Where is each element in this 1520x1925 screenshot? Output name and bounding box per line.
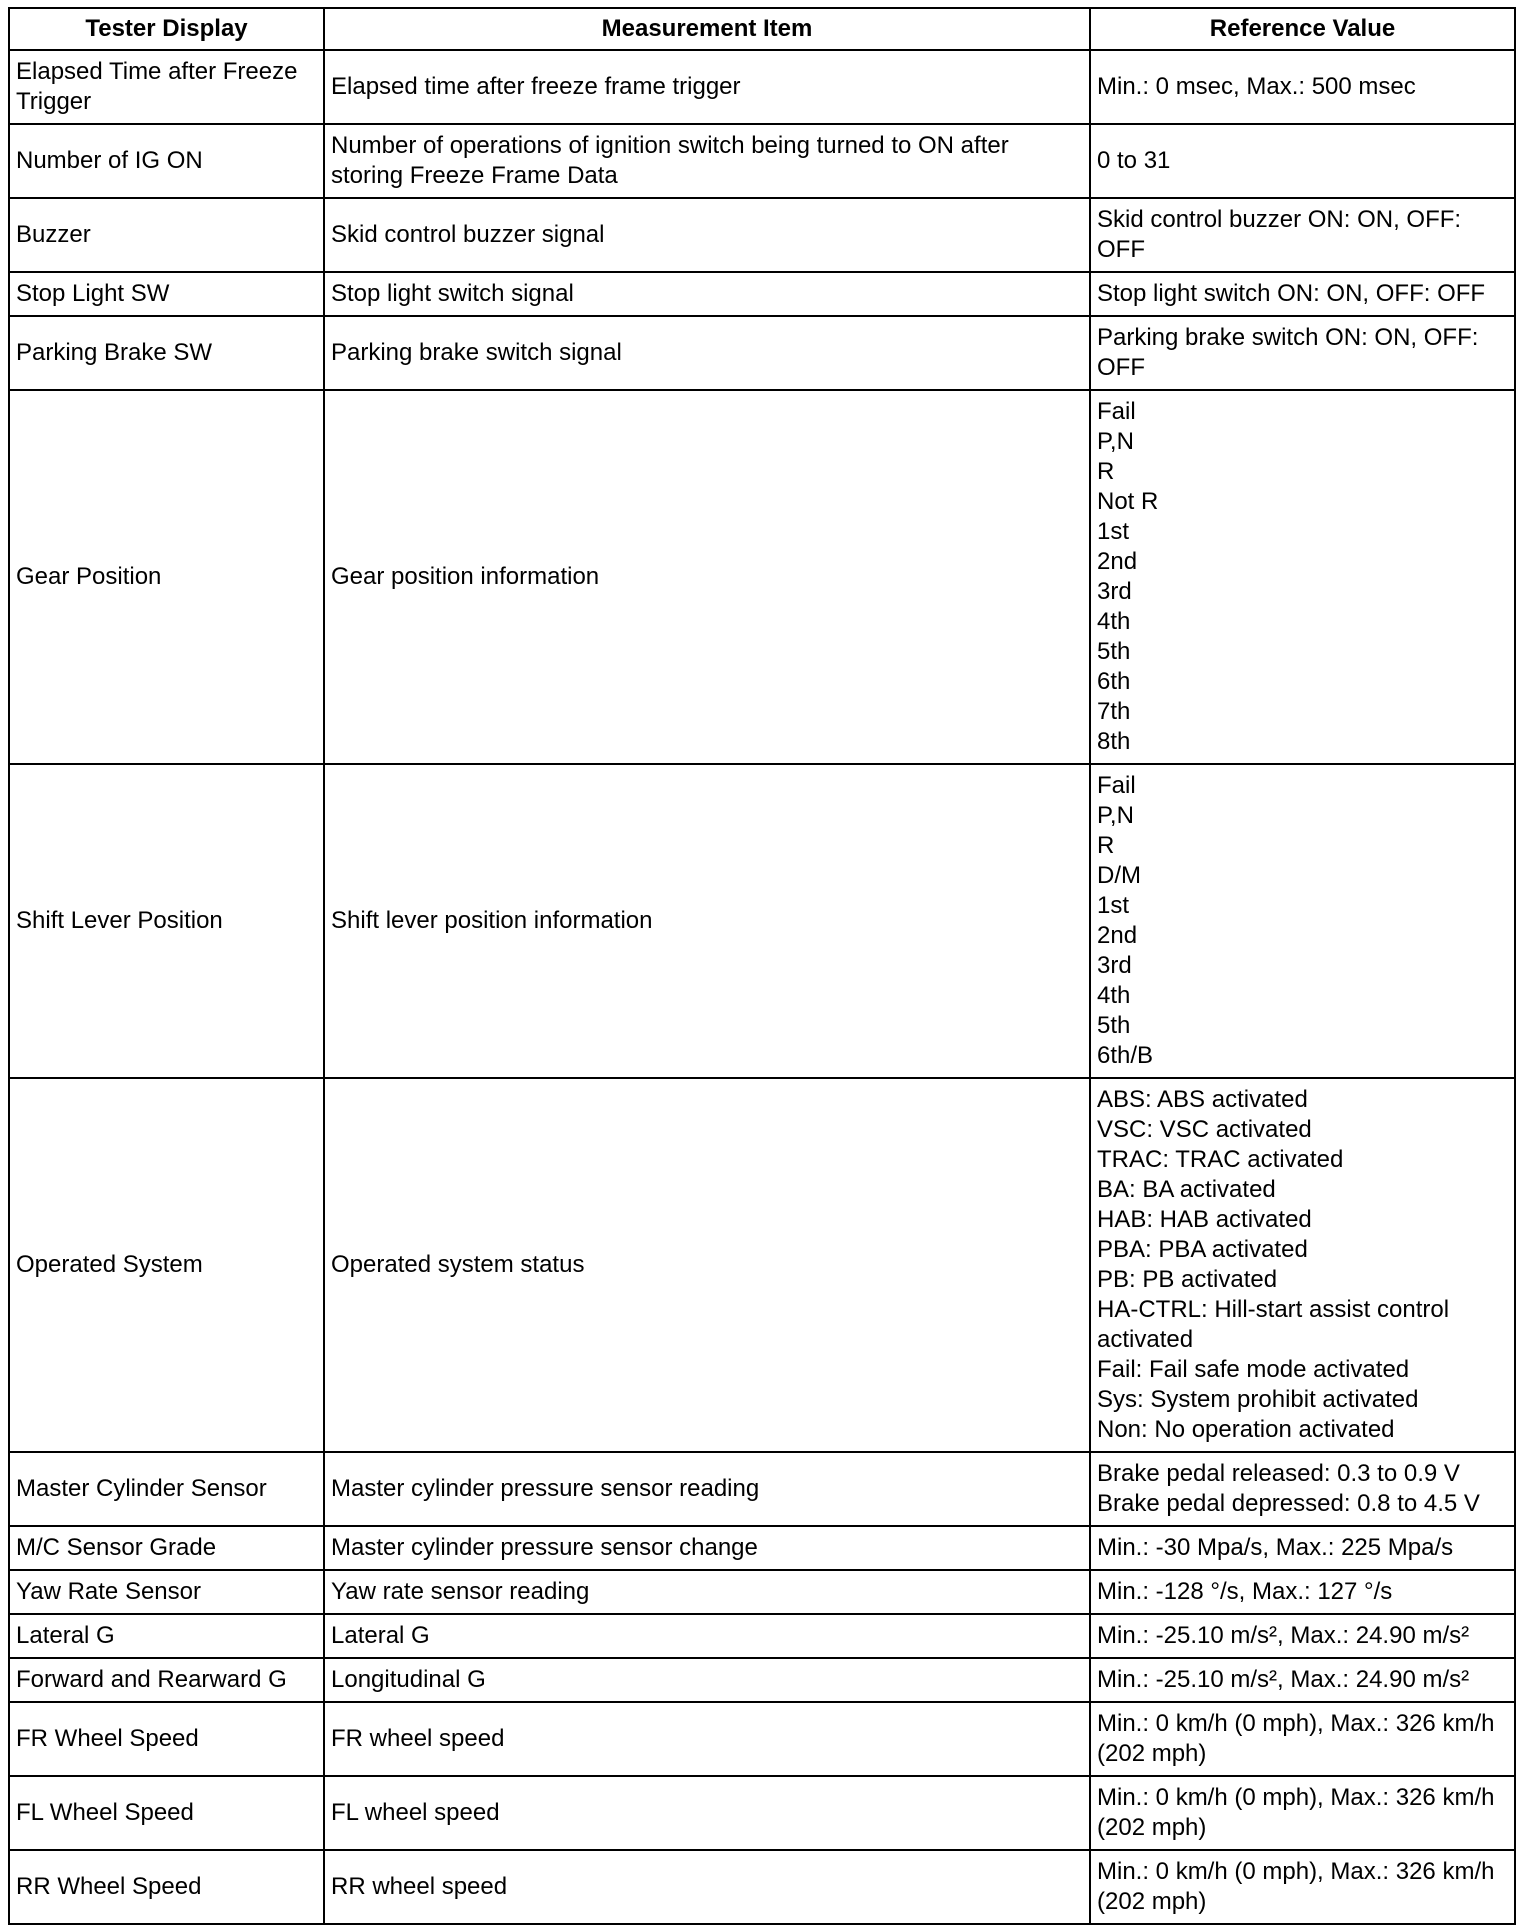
cell-measurement-item: RR wheel speed [324, 1850, 1090, 1924]
header-measurement-item: Measurement Item [324, 8, 1090, 50]
table-row [9, 1570, 1515, 1614]
cell-reference-value: Min.: 0 km/h (0 mph), Max.: 326 km/h (202 mph) [1090, 1702, 1515, 1776]
cell-measurement-item: Yaw rate sensor reading [324, 1570, 1090, 1614]
cell-tester-display: Operated System [9, 1078, 324, 1452]
cell-measurement-item: Operated system status [324, 1078, 1090, 1452]
cell-reference-value: Min.: -25.10 m/s², Max.: 24.90 m/s² [1090, 1658, 1515, 1702]
cell-measurement-item: Gear position information [324, 390, 1090, 764]
table-row [9, 764, 1515, 1078]
cell-measurement-item: Master cylinder pressure sensor change [324, 1526, 1090, 1570]
cell-reference-value: Brake pedal released: 0.3 to 0.9 V Brake pedal depressed: 0.8 to 4.5 V [1090, 1452, 1515, 1526]
cell-reference-value: Min.: 0 km/h (0 mph), Max.: 326 km/h (202 mph) [1090, 1850, 1515, 1924]
cell-reference-value: Parking brake switch ON: ON, OFF: OFF [1090, 316, 1515, 390]
cell-reference-value: ABS: ABS activated VSC: VSC activated TRAC: TRAC activated BA: BA activated HAB: HAB activated PBA: PBA activated PB: PB activated HA-CTRL: Hill-start assist control activated Fail: Fail safe mode activated Sys: System prohibit activated Non: No operation activated [1090, 1078, 1515, 1452]
cell-tester-display: Forward and Rearward G [9, 1658, 324, 1702]
cell-reference-value: Min.: 0 km/h (0 mph), Max.: 326 km/h (202 mph) [1090, 1776, 1515, 1850]
cell-tester-display: Elapsed Time after Freeze Trigger [9, 50, 324, 124]
cell-reference-value: Min.: -128 °/s, Max.: 127 °/s [1090, 1570, 1515, 1614]
cell-measurement-item: Parking brake switch signal [324, 316, 1090, 390]
table-row [9, 272, 1515, 316]
cell-tester-display: RR Wheel Speed [9, 1850, 324, 1924]
cell-tester-display: Master Cylinder Sensor [9, 1452, 324, 1526]
cell-reference-value: Stop light switch ON: ON, OFF: OFF [1090, 272, 1515, 316]
cell-measurement-item: Longitudinal G [324, 1658, 1090, 1702]
cell-measurement-item: Shift lever position information [324, 764, 1090, 1078]
cell-measurement-item: Lateral G [324, 1614, 1090, 1658]
cell-measurement-item: Skid control buzzer signal [324, 198, 1090, 272]
table-row [9, 316, 1515, 390]
cell-reference-value: 0 to 31 [1090, 124, 1515, 198]
cell-tester-display: Gear Position [9, 390, 324, 764]
table-row [9, 1702, 1515, 1776]
cell-tester-display: Parking Brake SW [9, 316, 324, 390]
table-row [9, 1850, 1515, 1924]
cell-tester-display: Number of IG ON [9, 124, 324, 198]
cell-measurement-item: Master cylinder pressure sensor reading [324, 1452, 1090, 1526]
cell-reference-value: Skid control buzzer ON: ON, OFF: OFF [1090, 198, 1515, 272]
table-row [9, 1658, 1515, 1702]
table-row [9, 50, 1515, 124]
cell-measurement-item: Stop light switch signal [324, 272, 1090, 316]
table-row [9, 198, 1515, 272]
cell-measurement-item: Number of operations of ignition switch being turned to ON after storing Freeze Frame Data [324, 124, 1090, 198]
cell-tester-display: Buzzer [9, 198, 324, 272]
header-tester-display: Tester Display [9, 8, 324, 50]
table-row [9, 1526, 1515, 1570]
table-body [9, 50, 1515, 1924]
cell-tester-display: Lateral G [9, 1614, 324, 1658]
table-row [9, 1078, 1515, 1452]
header-row [9, 8, 1515, 50]
table-row [9, 390, 1515, 764]
cell-reference-value: Min.: -30 Mpa/s, Max.: 225 Mpa/s [1090, 1526, 1515, 1570]
cell-reference-value: Min.: -25.10 m/s², Max.: 24.90 m/s² [1090, 1614, 1515, 1658]
table-row [9, 1614, 1515, 1658]
table-row [9, 1452, 1515, 1526]
cell-tester-display: M/C Sensor Grade [9, 1526, 324, 1570]
header-reference-value: Reference Value [1090, 8, 1515, 50]
cell-tester-display: Yaw Rate Sensor [9, 1570, 324, 1614]
cell-reference-value: Fail P,N R D/M 1st 2nd 3rd 4th 5th 6th/B [1090, 764, 1515, 1078]
cell-tester-display: Shift Lever Position [9, 764, 324, 1078]
cell-tester-display: FR Wheel Speed [9, 1702, 324, 1776]
cell-tester-display: FL Wheel Speed [9, 1776, 324, 1850]
cell-reference-value: Fail P,N R Not R 1st 2nd 3rd 4th 5th 6th 7th 8th [1090, 390, 1515, 764]
cell-measurement-item: FL wheel speed [324, 1776, 1090, 1850]
cell-tester-display: Stop Light SW [9, 272, 324, 316]
table-row [9, 1776, 1515, 1850]
cell-reference-value: Min.: 0 msec, Max.: 500 msec [1090, 50, 1515, 124]
table-row [9, 124, 1515, 198]
cell-measurement-item: FR wheel speed [324, 1702, 1090, 1776]
reference-value-table [8, 7, 1516, 1925]
table-header [9, 8, 1515, 50]
cell-measurement-item: Elapsed time after freeze frame trigger [324, 50, 1090, 124]
